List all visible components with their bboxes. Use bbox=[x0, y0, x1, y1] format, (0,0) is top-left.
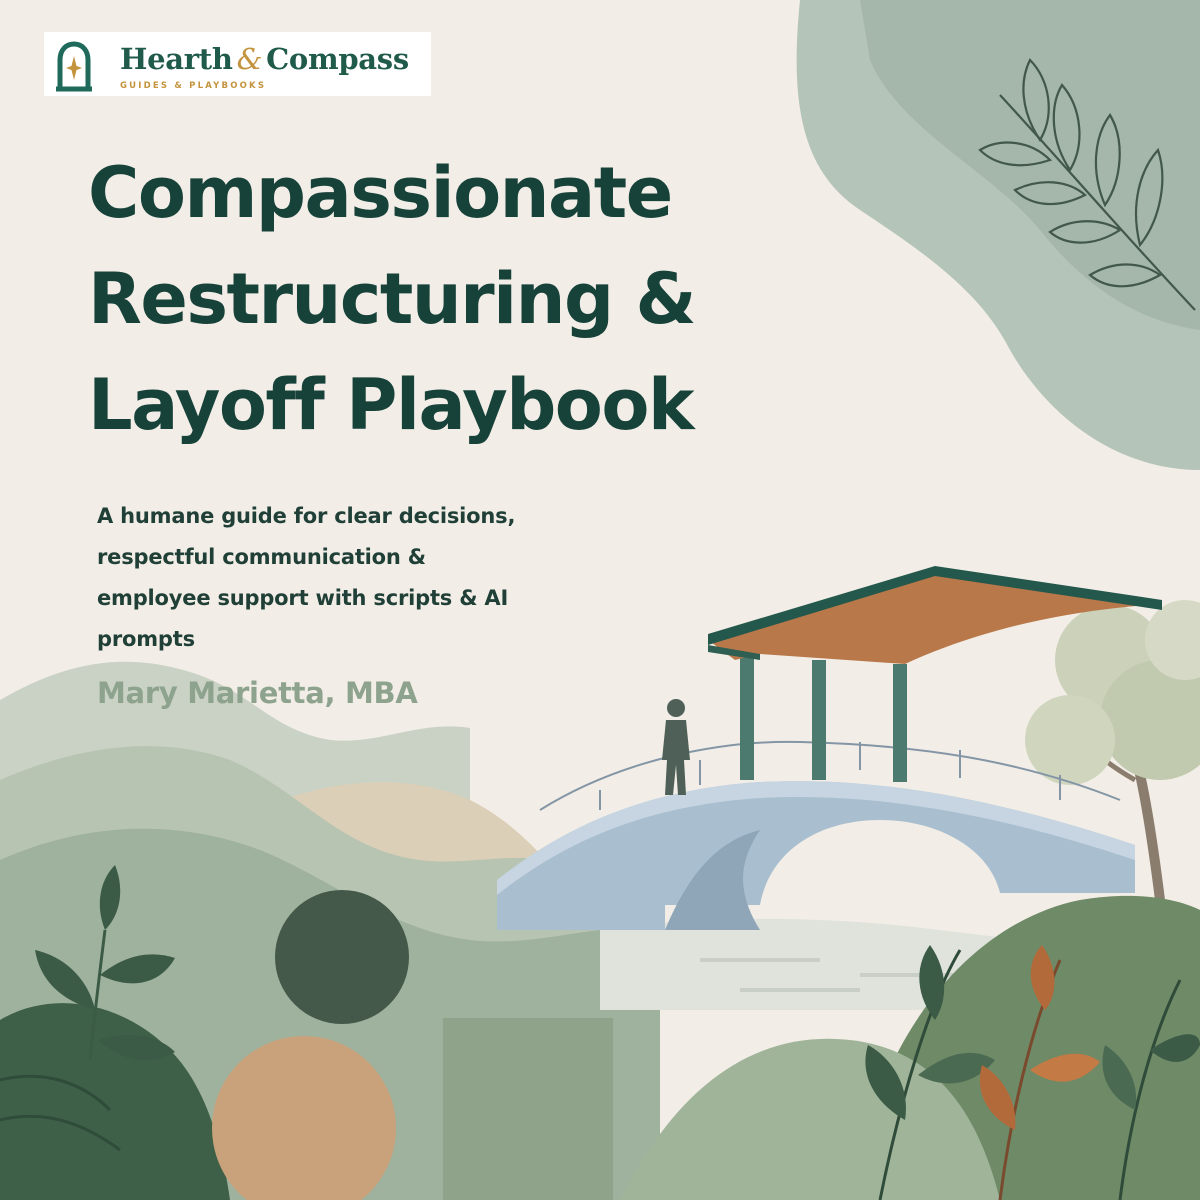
book-title bbox=[88, 140, 695, 458]
compass-arch-icon bbox=[56, 40, 92, 92]
subtitle-line-4: prompts bbox=[97, 627, 195, 651]
title-line-1: Compassionate bbox=[88, 152, 672, 234]
publisher-logo bbox=[44, 32, 431, 96]
subtitle-line-1: A humane guide for clear decisions, bbox=[97, 504, 516, 528]
sage-square bbox=[443, 1018, 613, 1200]
subtitle-line-2: respectful communication & bbox=[97, 545, 426, 569]
brand-name-part2: Compass bbox=[266, 42, 409, 76]
brand-name bbox=[120, 42, 409, 76]
author-name: Mary Marietta, MBA bbox=[97, 676, 418, 710]
title-line-3: Layoff Playbook bbox=[88, 364, 694, 446]
person-figure bbox=[662, 699, 690, 795]
dark-green-circle bbox=[275, 890, 409, 1024]
brand-tagline: GUIDES & PLAYBOOKS bbox=[120, 81, 267, 91]
book-subtitle bbox=[97, 496, 597, 660]
brand-name-part1: Hearth bbox=[120, 42, 233, 76]
brand-ampersand: & bbox=[236, 42, 263, 76]
title-line-2: Restructuring & bbox=[88, 258, 696, 340]
subtitle-line-3: employee support with scripts & AI bbox=[97, 586, 509, 610]
